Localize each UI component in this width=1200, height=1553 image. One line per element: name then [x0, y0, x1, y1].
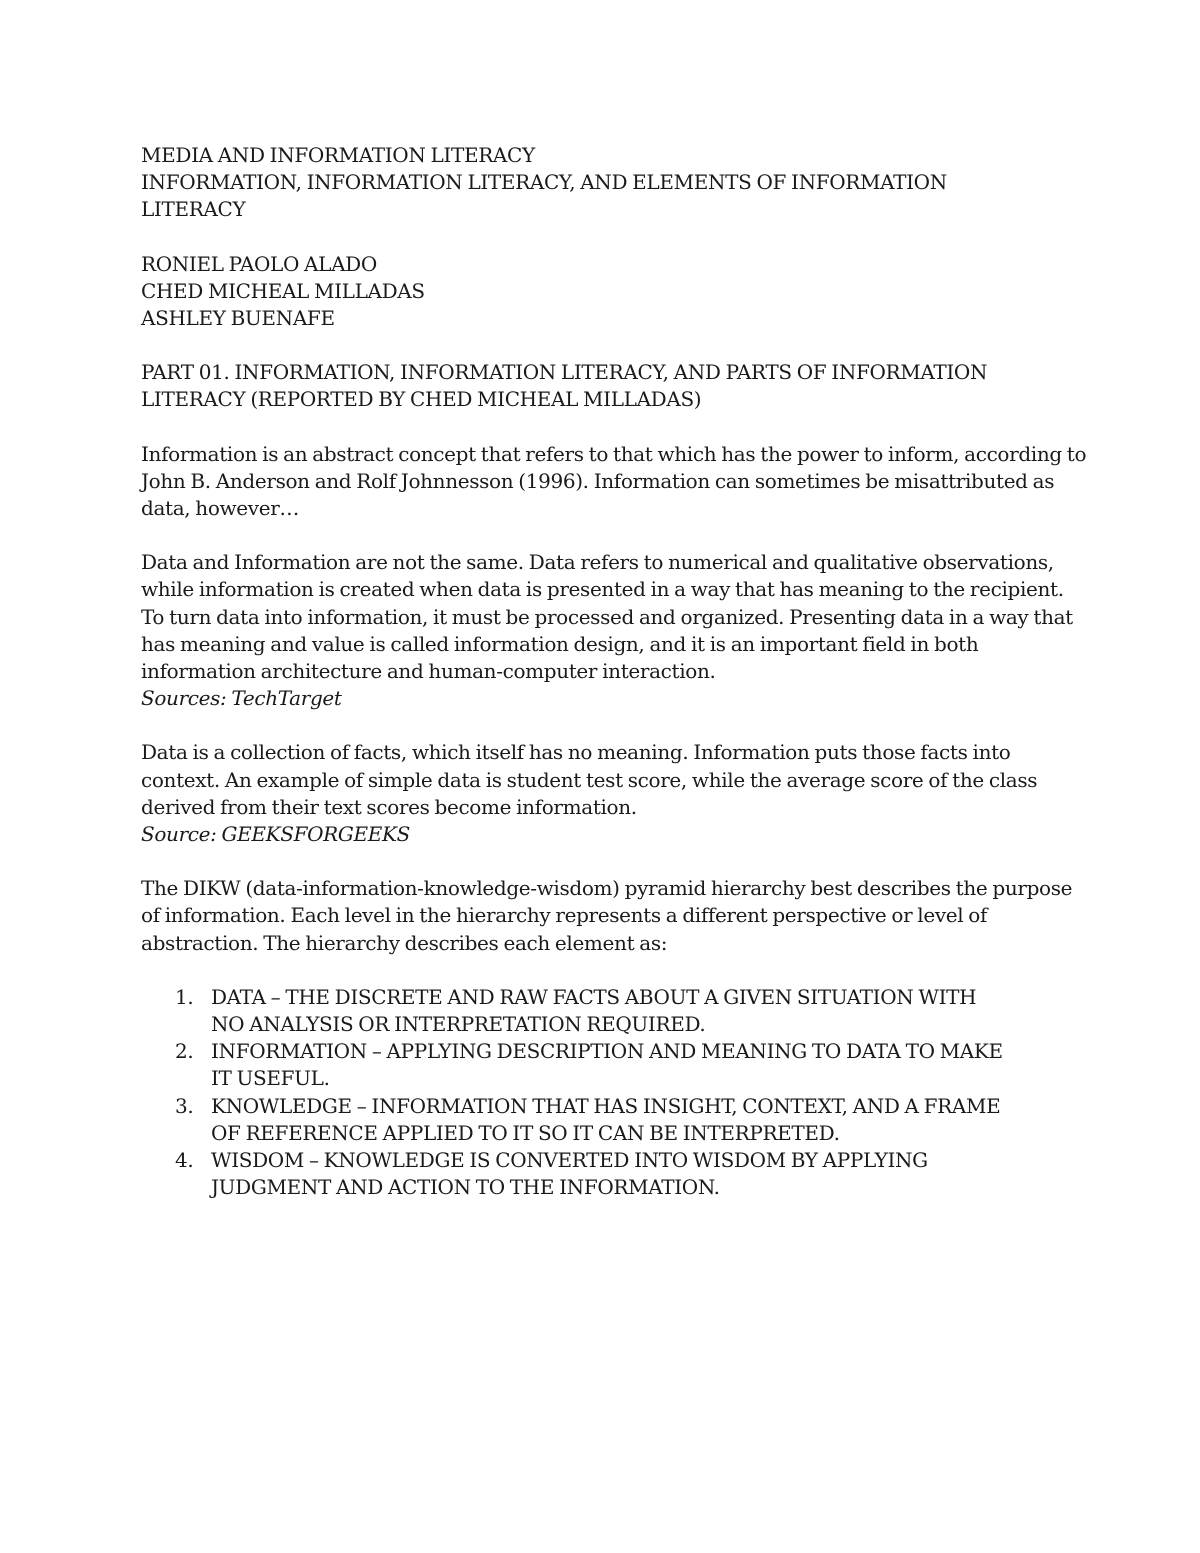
list-item-line: DATA – THE DISCRETE AND RAW FACTS ABOUT A GIVEN SITUATION WITH	[211, 984, 977, 1009]
author-list	[141, 251, 1061, 333]
list-item-line: IT USEFUL.	[211, 1066, 330, 1091]
paragraph-line: Information is an abstract concept that refers to that which has the power to inform, according to	[141, 441, 1087, 466]
paragraph-line: The DIKW (data-information-knowledge-wisdom) pyramid hierarchy best describes the purpose	[141, 876, 1073, 901]
list-item	[141, 984, 1061, 1038]
list-item	[141, 1093, 1061, 1147]
source-citation: Sources: TechTarget	[141, 686, 342, 711]
paragraph-line: Data and Information are not the same. Data refers to numerical and qualitative observations,	[141, 550, 1054, 575]
paragraph-line: while information is created when data is presented in a way that has meaning to the recipient.	[141, 577, 1064, 602]
paragraph-data-vs-information	[141, 549, 1073, 712]
part-heading-line-1: PART 01. INFORMATION, INFORMATION LITERACY, AND PARTS OF INFORMATION	[141, 360, 988, 385]
list-item	[141, 1147, 1061, 1201]
author-name: CHED MICHEAL MILLADAS	[141, 278, 425, 303]
paragraph-information-definition	[141, 441, 1087, 523]
list-item-line: JUDGMENT AND ACTION TO THE INFORMATION.	[211, 1175, 720, 1200]
topic-title-line-2: LITERACY	[141, 197, 246, 222]
document-header	[141, 142, 1061, 224]
topic-title-line-1: INFORMATION, INFORMATION LITERACY, AND ELEMENTS OF INFORMATION	[141, 170, 947, 195]
list-item-line: NO ANALYSIS OR INTERPRETATION REQUIRED.	[211, 1012, 706, 1037]
paragraph-line: context. An example of simple data is student test score, while the average score of the class	[141, 767, 1038, 792]
list-item-line: INFORMATION – APPLYING DESCRIPTION AND MEANING TO DATA TO MAKE	[211, 1039, 1003, 1064]
paragraph-dikw-intro	[141, 875, 1073, 957]
paragraph-data-collection	[141, 739, 1061, 848]
paragraph-line: derived from their text scores become information.	[141, 794, 637, 819]
list-item-number: 2.	[175, 1039, 194, 1064]
author-name: RONIEL PAOLO ALADO	[141, 251, 377, 276]
dikw-numbered-list	[141, 984, 1061, 1202]
list-item-number: 4.	[175, 1148, 194, 1173]
paragraph-line: information architecture and human-computer interaction.	[141, 659, 716, 684]
list-item-number: 3.	[175, 1093, 194, 1118]
list-item	[141, 1038, 1061, 1092]
paragraph-line: has meaning and value is called information design, and it is an important field in both	[141, 631, 979, 656]
paragraph-line: To turn data into information, it must be processed and organized. Presenting data in a way that	[141, 604, 1073, 629]
list-item-line: OF REFERENCE APPLIED TO IT SO IT CAN BE INTERPRETED.	[211, 1120, 840, 1145]
paragraph-line: John B. Anderson and Rolf Johnnesson (1996). Information can sometimes be misattributed as	[141, 468, 1055, 493]
course-title: MEDIA AND INFORMATION LITERACY	[141, 143, 535, 167]
paragraph-line: Data is a collection of facts, which itself has no meaning. Information puts those facts into	[141, 740, 1011, 765]
paragraph-line: of information. Each level in the hierarchy represents a different perspective or level of	[141, 903, 988, 928]
paragraph-line: abstraction. The hierarchy describes each element as:	[141, 930, 668, 955]
list-item-line: KNOWLEDGE – INFORMATION THAT HAS INSIGHT, CONTEXT, AND A FRAME	[211, 1093, 1001, 1118]
source-citation: Source: GEEKSFORGEEKS	[141, 822, 410, 847]
list-item-number: 1.	[175, 984, 194, 1009]
part-heading	[141, 359, 1061, 413]
document-page	[141, 142, 1087, 1202]
paragraph-line: data, however…	[141, 496, 300, 521]
part-heading-line-2: LITERACY (REPORTED BY CHED MICHEAL MILLADAS)	[141, 387, 702, 412]
author-name: ASHLEY BUENAFE	[141, 306, 335, 331]
list-item-line: WISDOM – KNOWLEDGE IS CONVERTED INTO WISDOM BY APPLYING	[211, 1148, 928, 1173]
